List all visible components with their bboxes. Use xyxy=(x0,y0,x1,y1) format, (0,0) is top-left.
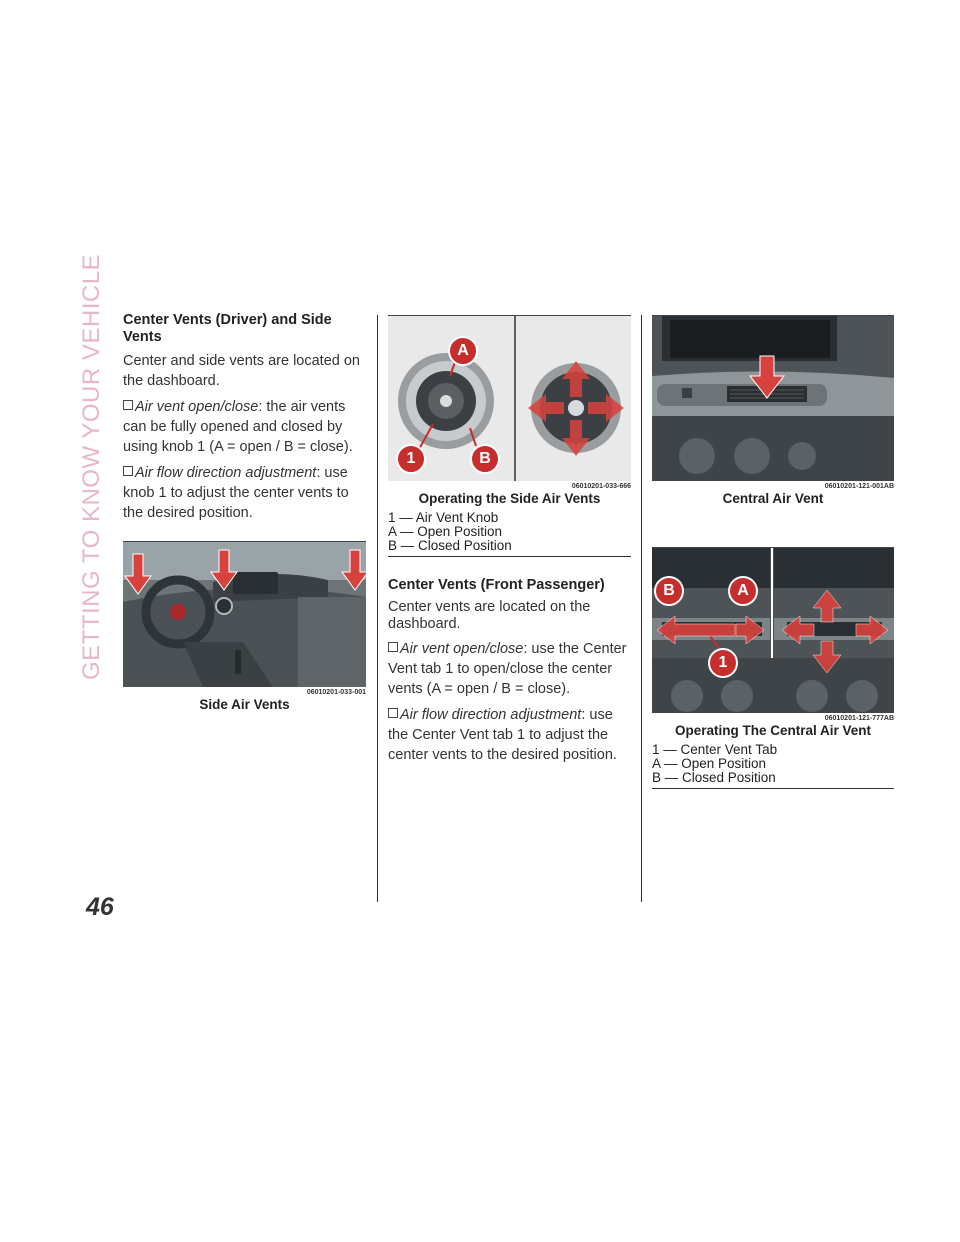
legend-item: B — Closed Position xyxy=(652,770,776,785)
label-a-marker: A xyxy=(728,576,758,606)
section-side-tab-text: GETTING TO KNOW YOUR VEHICLE xyxy=(78,253,105,680)
section-heading-driver-vents: Center Vents (Driver) and Side Vents xyxy=(123,312,332,345)
figure-code: 06010201-033-666 xyxy=(571,483,631,490)
bullet-open-close: Air vent open/close: use the Center Vent tab 1 to open/close the center vents (A = open / B = close). xyxy=(388,641,627,697)
label-b-marker: B xyxy=(654,576,684,606)
legend-item: A — Open Position xyxy=(652,756,767,771)
column-divider-2 xyxy=(641,315,642,902)
legend-divider xyxy=(652,788,894,789)
figure-operating-side-vents xyxy=(388,315,631,481)
figure-side-air-vents xyxy=(123,541,366,687)
legend-item: A — Open Position xyxy=(388,524,503,539)
figure-legend xyxy=(652,743,894,785)
intro-text: Center vents are located on the dashboard. xyxy=(388,599,591,632)
column-2 xyxy=(388,312,631,765)
figure-caption: Operating the Side Air Vents xyxy=(418,491,601,506)
bullet-box-icon xyxy=(388,642,398,652)
figure-caption: Central Air Vent xyxy=(722,491,824,506)
figure-operating-central-vent xyxy=(652,547,894,713)
figure-caption: Side Air Vents xyxy=(199,697,290,712)
bullet-open-close: Air vent open/close: the air vents can be fully opened and closed by using knob 1 (A = open / B = close). xyxy=(123,399,353,455)
legend-item: 1 — Center Vent Tab xyxy=(652,742,778,757)
column-3 xyxy=(652,312,894,789)
central-vent-illustration xyxy=(652,316,894,481)
label-b-marker: B xyxy=(470,444,500,474)
legend-item: 1 — Air Vent Knob xyxy=(388,510,499,525)
figure-code: 06010201-121-001AB xyxy=(824,483,894,490)
label-a-marker: A xyxy=(448,336,478,366)
section-side-tab xyxy=(72,253,112,680)
page-number: 46 xyxy=(86,893,114,921)
figure-legend xyxy=(388,511,631,553)
bullet-direction: Air flow direction adjustment: use the Center Vent tab 1 to adjust the center vents to the desired position. xyxy=(388,707,617,763)
figure-code: 06010201-121-777AB xyxy=(824,715,894,722)
legend-item: B — Closed Position xyxy=(388,538,512,553)
bullet-box-icon xyxy=(123,466,133,476)
section-heading-passenger-vents: Center Vents (Front Passenger) xyxy=(388,577,605,593)
label-1-marker: 1 xyxy=(396,444,426,474)
column-1 xyxy=(123,312,366,713)
central-vent-operation-illustration xyxy=(652,548,894,713)
bullet-box-icon xyxy=(388,708,398,718)
figure-caption: Operating The Central Air Vent xyxy=(674,723,872,738)
bullet-direction: Air flow direction adjustment: use knob 1 to adjust the center vents to the desired position. xyxy=(123,465,349,521)
column-divider-1 xyxy=(377,315,378,902)
legend-divider xyxy=(388,556,631,557)
figure-code: 06010201-033-001 xyxy=(306,689,366,696)
figure-central-air-vent xyxy=(652,315,894,481)
dashboard-illustration xyxy=(123,542,366,687)
bullet-box-icon xyxy=(123,400,133,410)
label-1-marker: 1 xyxy=(708,648,738,678)
intro-text: Center and side vents are located on the dashboard. xyxy=(123,353,360,389)
